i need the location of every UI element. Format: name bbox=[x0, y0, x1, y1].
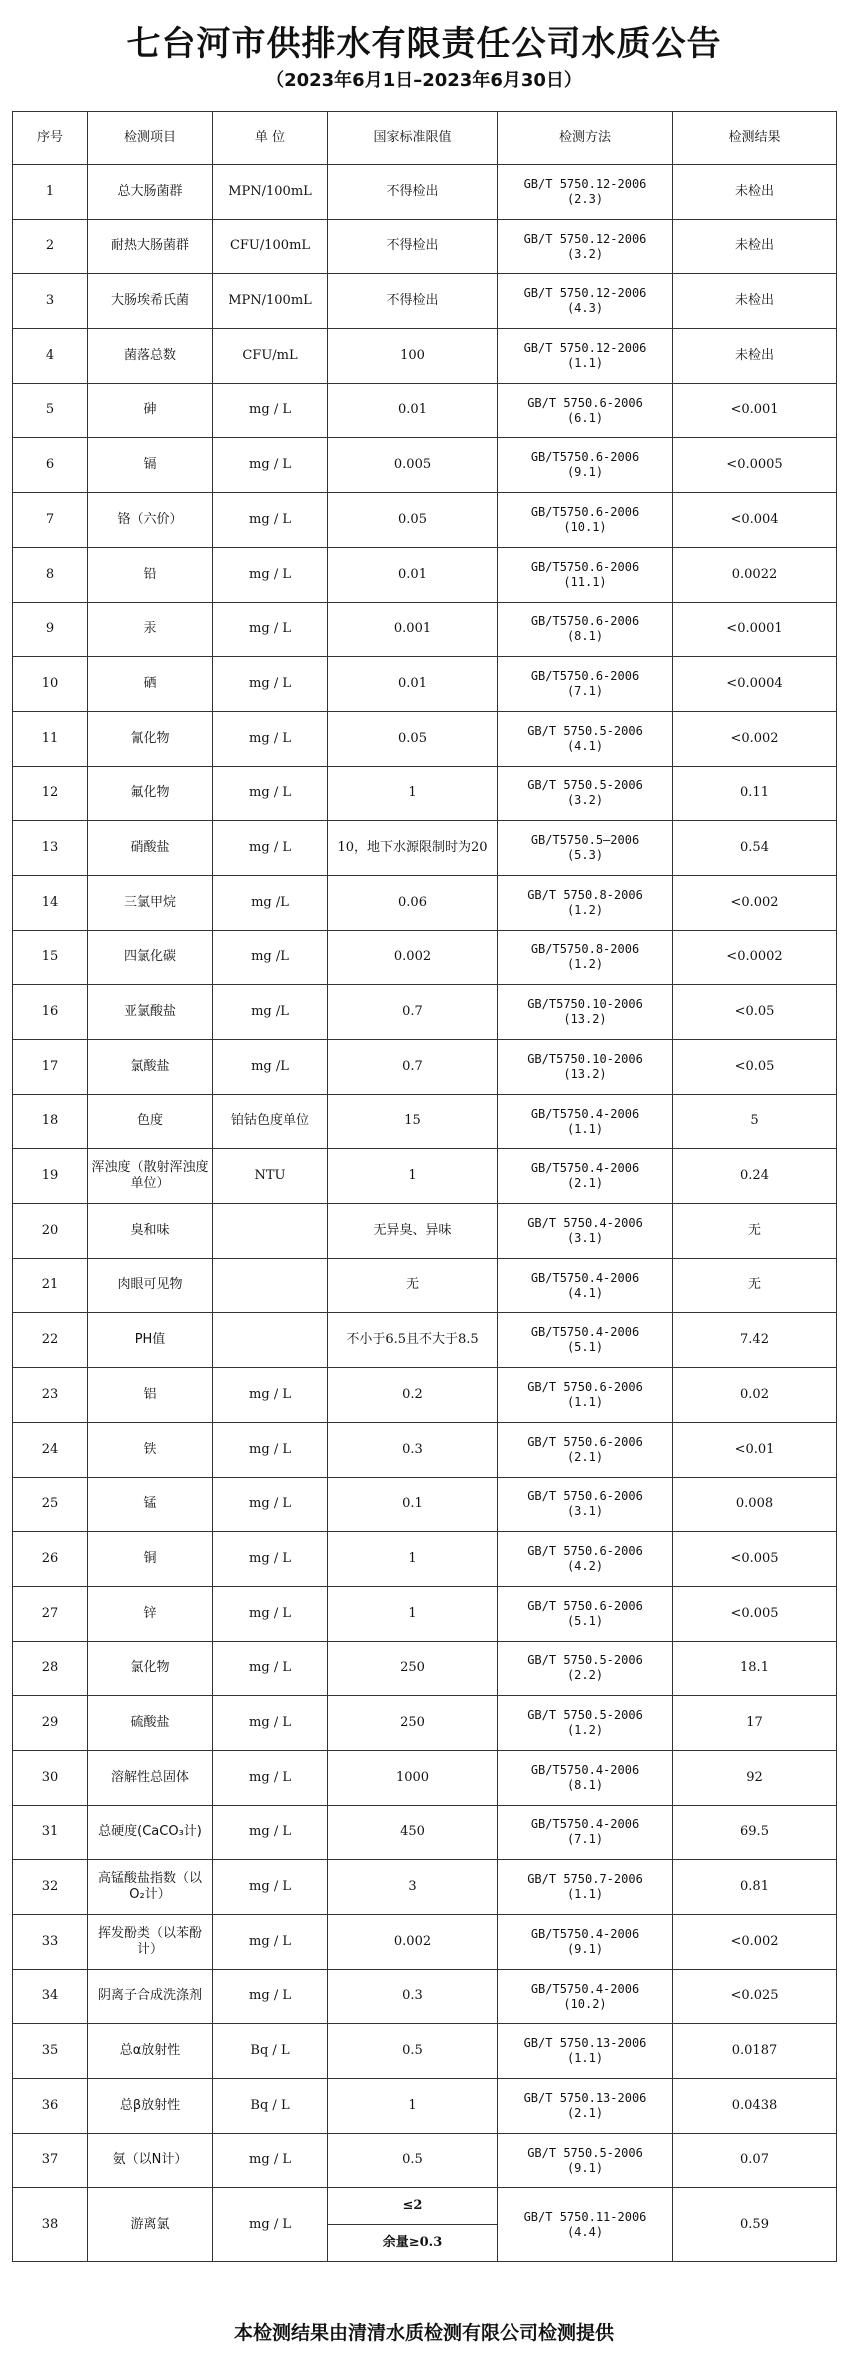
table-row bbox=[13, 1094, 837, 1149]
water-quality-table bbox=[12, 111, 837, 2262]
table-row bbox=[13, 2133, 837, 2188]
cell-item: PH值 bbox=[88, 1313, 213, 1368]
cell-item: 阴离子合成洗涤剂 bbox=[88, 1969, 213, 2024]
cell-method: GB/T 5750.6-2006 (5.1) bbox=[498, 1586, 673, 1641]
cell-limit: 250 bbox=[328, 1641, 498, 1696]
cell-result: 17 bbox=[673, 1696, 837, 1751]
cell-item: 氟化物 bbox=[88, 766, 213, 821]
cell-result: 7.42 bbox=[673, 1313, 837, 1368]
cell-unit: mg / L bbox=[213, 711, 328, 766]
cell-method: GB/T5750.6-2006 (7.1) bbox=[498, 657, 673, 712]
cell-unit: Bq / L bbox=[213, 2024, 328, 2079]
cell-result: <0.004 bbox=[673, 493, 837, 548]
cell-no: 2 bbox=[13, 219, 88, 274]
cell-unit: CFU/mL bbox=[213, 329, 328, 384]
cell-limit: 0.01 bbox=[328, 383, 498, 438]
table-body bbox=[13, 165, 837, 2262]
table-row bbox=[13, 1532, 837, 1587]
cell-limit: 不得检出 bbox=[328, 165, 498, 220]
cell-item: 铜 bbox=[88, 1532, 213, 1587]
cell-no: 5 bbox=[13, 383, 88, 438]
table-row bbox=[13, 1040, 837, 1095]
cell-limit: 0.002 bbox=[328, 930, 498, 985]
cell-method: GB/T5750.8-2006 (1.2) bbox=[498, 930, 673, 985]
cell-limit: 不得检出 bbox=[328, 274, 498, 329]
cell-no: 16 bbox=[13, 985, 88, 1040]
cell-no: 38 bbox=[13, 2188, 88, 2262]
cell-limit: 15 bbox=[328, 1094, 498, 1149]
cell-result: 5 bbox=[673, 1094, 837, 1149]
cell-item: 氨（以N计） bbox=[88, 2133, 213, 2188]
footer-note: 本检测结果由清清水质检测有限公司检测提供 bbox=[233, 2322, 614, 2344]
cell-result: 无 bbox=[673, 1204, 837, 1259]
cell-item: 汞 bbox=[88, 602, 213, 657]
cell-unit: mg / L bbox=[213, 1969, 328, 2024]
cell-result: 未检出 bbox=[673, 329, 837, 384]
table-row bbox=[13, 602, 837, 657]
cell-result: <0.005 bbox=[673, 1532, 837, 1587]
cell-unit bbox=[213, 1258, 328, 1313]
cell-item: 总β放射性 bbox=[88, 2079, 213, 2134]
cell-limit: 0.3 bbox=[328, 1969, 498, 2024]
cell-method: GB/T5750.6-2006 (9.1) bbox=[498, 438, 673, 493]
cell-item: 锰 bbox=[88, 1477, 213, 1532]
table-row bbox=[13, 1915, 837, 1970]
cell-no: 36 bbox=[13, 2079, 88, 2134]
cell-method: GB/T 5750.5-2006 (9.1) bbox=[498, 2133, 673, 2188]
cell-limit: 0.5 bbox=[328, 2133, 498, 2188]
cell-unit: mg / L bbox=[213, 493, 328, 548]
cell-method: GB/T 5750.6-2006 (4.2) bbox=[498, 1532, 673, 1587]
cell-result: <0.001 bbox=[673, 383, 837, 438]
cell-limit: 0.5 bbox=[328, 2024, 498, 2079]
cell-unit: mg / L bbox=[213, 2188, 328, 2262]
cell-limit: 0.01 bbox=[328, 547, 498, 602]
cell-no: 13 bbox=[13, 821, 88, 876]
cell-item: 硝酸盐 bbox=[88, 821, 213, 876]
cell-result: <0.0001 bbox=[673, 602, 837, 657]
cell-no: 19 bbox=[13, 1149, 88, 1204]
cell-limit: 0.01 bbox=[328, 657, 498, 712]
cell-limit: 1 bbox=[328, 766, 498, 821]
table-row bbox=[13, 2024, 837, 2079]
cell-item: 四氯化碳 bbox=[88, 930, 213, 985]
cell-unit: mg / L bbox=[213, 438, 328, 493]
cell-result: 0.24 bbox=[673, 1149, 837, 1204]
cell-item: 大肠埃希氏菌 bbox=[88, 274, 213, 329]
table-row bbox=[13, 438, 837, 493]
cell-no: 37 bbox=[13, 2133, 88, 2188]
cell-limit: 0.1 bbox=[328, 1477, 498, 1532]
cell-method: GB/T 5750.12-2006 (2.3) bbox=[498, 165, 673, 220]
header-item: 检测项目 bbox=[88, 112, 213, 165]
cell-item: 溶解性总固体 bbox=[88, 1750, 213, 1805]
page-title: 七台河市供排水有限责任公司水质公告 bbox=[126, 24, 722, 64]
cell-item: 铝 bbox=[88, 1368, 213, 1423]
cell-no: 10 bbox=[13, 657, 88, 712]
cell-no: 7 bbox=[13, 493, 88, 548]
cell-no: 28 bbox=[13, 1641, 88, 1696]
cell-no: 26 bbox=[13, 1532, 88, 1587]
cell-item: 浑浊度（散射浑浊度单位） bbox=[88, 1149, 213, 1204]
cell-method: GB/T5750.6-2006 (11.1) bbox=[498, 547, 673, 602]
cell-item: 亚氯酸盐 bbox=[88, 985, 213, 1040]
cell-item: 三氯甲烷 bbox=[88, 875, 213, 930]
cell-unit bbox=[213, 1313, 328, 1368]
cell-result: 0.54 bbox=[673, 821, 837, 876]
cell-limit: 10，地下水源限制时为20 bbox=[328, 821, 498, 876]
cell-result: 0.59 bbox=[673, 2188, 837, 2262]
cell-limit: 1000 bbox=[328, 1750, 498, 1805]
cell-method: GB/T 5750.8-2006 (1.2) bbox=[498, 875, 673, 930]
cell-unit: mg / L bbox=[213, 1368, 328, 1423]
cell-method: GB/T 5750.6-2006 (3.1) bbox=[498, 1477, 673, 1532]
table-row bbox=[13, 1313, 837, 1368]
cell-no: 15 bbox=[13, 930, 88, 985]
cell-no: 3 bbox=[13, 274, 88, 329]
cell-method: GB/T5750.4-2006 (9.1) bbox=[498, 1915, 673, 1970]
cell-unit: mg / L bbox=[213, 821, 328, 876]
cell-item: 铅 bbox=[88, 547, 213, 602]
table-row bbox=[13, 711, 837, 766]
cell-limit: 0.7 bbox=[328, 985, 498, 1040]
cell-item: 总α放射性 bbox=[88, 2024, 213, 2079]
table-row bbox=[13, 274, 837, 329]
table-row bbox=[13, 2079, 837, 2134]
cell-item: 肉眼可见物 bbox=[88, 1258, 213, 1313]
cell-no: 21 bbox=[13, 1258, 88, 1313]
cell-no: 30 bbox=[13, 1750, 88, 1805]
cell-method: GB/T5750.10-2006 (13.2) bbox=[498, 1040, 673, 1095]
cell-method: GB/T5750.4-2006 (7.1) bbox=[498, 1805, 673, 1860]
table-row bbox=[13, 219, 837, 274]
cell-item: 硒 bbox=[88, 657, 213, 712]
cell-result: 0.0187 bbox=[673, 2024, 837, 2079]
cell-method: GB/T 5750.13-2006 (2.1) bbox=[498, 2079, 673, 2134]
cell-method: GB/T5750.5—2006 (5.3) bbox=[498, 821, 673, 876]
cell-limit: 3 bbox=[328, 1860, 498, 1915]
cell-no: 22 bbox=[13, 1313, 88, 1368]
cell-unit: mg / L bbox=[213, 766, 328, 821]
table-row bbox=[13, 493, 837, 548]
cell-item: 锌 bbox=[88, 1586, 213, 1641]
cell-no: 12 bbox=[13, 766, 88, 821]
cell-no: 27 bbox=[13, 1586, 88, 1641]
cell-unit: mg / L bbox=[213, 547, 328, 602]
cell-no: 17 bbox=[13, 1040, 88, 1095]
cell-no: 32 bbox=[13, 1860, 88, 1915]
cell-item: 氯化物 bbox=[88, 1641, 213, 1696]
cell-unit: mg /L bbox=[213, 875, 328, 930]
table-row bbox=[13, 766, 837, 821]
cell-item: 臭和味 bbox=[88, 1204, 213, 1259]
cell-unit: mg / L bbox=[213, 2133, 328, 2188]
cell-limit: 1 bbox=[328, 1532, 498, 1587]
cell-result: 0.11 bbox=[673, 766, 837, 821]
cell-limit: 无异臭、异味 bbox=[328, 1204, 498, 1259]
cell-item: 耐热大肠菌群 bbox=[88, 219, 213, 274]
cell-no: 23 bbox=[13, 1368, 88, 1423]
cell-result: <0.05 bbox=[673, 1040, 837, 1095]
cell-result: 92 bbox=[673, 1750, 837, 1805]
cell-result: 69.5 bbox=[673, 1805, 837, 1860]
cell-result: 无 bbox=[673, 1258, 837, 1313]
cell-item: 镉 bbox=[88, 438, 213, 493]
cell-result: 0.07 bbox=[673, 2133, 837, 2188]
table-row bbox=[13, 1805, 837, 1860]
cell-limit-bottom: 余量≥0.3 bbox=[328, 2225, 498, 2262]
cell-result: 0.02 bbox=[673, 1368, 837, 1423]
cell-unit: mg /L bbox=[213, 985, 328, 1040]
header-no: 序号 bbox=[13, 112, 88, 165]
cell-result: 0.81 bbox=[673, 1860, 837, 1915]
table-row bbox=[13, 875, 837, 930]
cell-method: GB/T5750.4-2006 (4.1) bbox=[498, 1258, 673, 1313]
cell-item: 铁 bbox=[88, 1422, 213, 1477]
table-row bbox=[13, 1860, 837, 1915]
cell-method: GB/T 5750.12-2006 (3.2) bbox=[498, 219, 673, 274]
cell-no: 24 bbox=[13, 1422, 88, 1477]
table-row bbox=[13, 165, 837, 220]
cell-result: 未检出 bbox=[673, 274, 837, 329]
cell-method: GB/T 5750.11-2006 (4.4) bbox=[498, 2188, 673, 2262]
cell-unit: Bq / L bbox=[213, 2079, 328, 2134]
cell-method: GB/T5750.10-2006 (13.2) bbox=[498, 985, 673, 1040]
cell-limit: 0.2 bbox=[328, 1368, 498, 1423]
cell-limit: 不得检出 bbox=[328, 219, 498, 274]
cell-result: <0.0004 bbox=[673, 657, 837, 712]
cell-unit: mg / L bbox=[213, 1696, 328, 1751]
cell-limit: 0.3 bbox=[328, 1422, 498, 1477]
cell-limit: 450 bbox=[328, 1805, 498, 1860]
cell-unit: mg / L bbox=[213, 1750, 328, 1805]
cell-no: 29 bbox=[13, 1696, 88, 1751]
table-row bbox=[13, 547, 837, 602]
cell-no: 35 bbox=[13, 2024, 88, 2079]
cell-limit: 1 bbox=[328, 1149, 498, 1204]
cell-method: GB/T5750.4-2006 (1.1) bbox=[498, 1094, 673, 1149]
cell-limit: 0.001 bbox=[328, 602, 498, 657]
cell-method: GB/T5750.4-2006 (5.1) bbox=[498, 1313, 673, 1368]
cell-unit: mg /L bbox=[213, 930, 328, 985]
cell-method: GB/T 5750.12-2006 (1.1) bbox=[498, 329, 673, 384]
table-row bbox=[13, 1586, 837, 1641]
cell-method: GB/T 5750.6-2006 (1.1) bbox=[498, 1368, 673, 1423]
cell-method: GB/T5750.4-2006 (8.1) bbox=[498, 1750, 673, 1805]
table-header-row bbox=[13, 112, 837, 165]
cell-result: <0.0002 bbox=[673, 930, 837, 985]
cell-no: 25 bbox=[13, 1477, 88, 1532]
cell-method: GB/T5750.4-2006 (2.1) bbox=[498, 1149, 673, 1204]
cell-method: GB/T5750.4-2006 (10.2) bbox=[498, 1969, 673, 2024]
cell-limit: 0.002 bbox=[328, 1915, 498, 1970]
table-row bbox=[13, 821, 837, 876]
cell-result: <0.005 bbox=[673, 1586, 837, 1641]
cell-method: GB/T 5750.6-2006 (2.1) bbox=[498, 1422, 673, 1477]
cell-no: 34 bbox=[13, 1969, 88, 2024]
cell-item: 挥发酚类（以苯酚计） bbox=[88, 1915, 213, 1970]
cell-result: <0.002 bbox=[673, 1915, 837, 1970]
cell-no: 31 bbox=[13, 1805, 88, 1860]
table-row bbox=[13, 1750, 837, 1805]
header-limit: 国家标准限值 bbox=[328, 112, 498, 165]
cell-limit: 1 bbox=[328, 1586, 498, 1641]
cell-result: <0.002 bbox=[673, 711, 837, 766]
cell-item: 总大肠菌群 bbox=[88, 165, 213, 220]
cell-result: 未检出 bbox=[673, 165, 837, 220]
cell-limit: 无 bbox=[328, 1258, 498, 1313]
table-row bbox=[13, 1258, 837, 1313]
cell-unit: mg / L bbox=[213, 602, 328, 657]
cell-result: <0.002 bbox=[673, 875, 837, 930]
cell-method: GB/T 5750.7-2006 (1.1) bbox=[498, 1860, 673, 1915]
cell-item: 砷 bbox=[88, 383, 213, 438]
cell-unit: 铂钴色度单位 bbox=[213, 1094, 328, 1149]
cell-no: 1 bbox=[13, 165, 88, 220]
cell-unit: MPN/100mL bbox=[213, 274, 328, 329]
header-method: 检测方法 bbox=[498, 112, 673, 165]
cell-limit: 0.05 bbox=[328, 711, 498, 766]
cell-no: 4 bbox=[13, 329, 88, 384]
table-row bbox=[13, 1641, 837, 1696]
page-subtitle: （2023年6月1日–2023年6月30日） bbox=[266, 70, 582, 91]
cell-result: <0.0005 bbox=[673, 438, 837, 493]
cell-result: 0.0438 bbox=[673, 2079, 837, 2134]
cell-item: 菌落总数 bbox=[88, 329, 213, 384]
cell-unit: mg / L bbox=[213, 1422, 328, 1477]
cell-no: 18 bbox=[13, 1094, 88, 1149]
table-row bbox=[13, 930, 837, 985]
cell-unit bbox=[213, 1204, 328, 1259]
header-unit: 单 位 bbox=[213, 112, 328, 165]
cell-unit: mg / L bbox=[213, 1915, 328, 1970]
cell-result: <0.01 bbox=[673, 1422, 837, 1477]
header-result: 检测结果 bbox=[673, 112, 837, 165]
cell-limit: 0.005 bbox=[328, 438, 498, 493]
cell-item: 总硬度(CaCO₃计) bbox=[88, 1805, 213, 1860]
cell-unit: CFU/100mL bbox=[213, 219, 328, 274]
cell-no: 20 bbox=[13, 1204, 88, 1259]
cell-no: 9 bbox=[13, 602, 88, 657]
cell-unit: mg /L bbox=[213, 1040, 328, 1095]
table-row-last-top bbox=[13, 2188, 837, 2225]
table-row bbox=[13, 1696, 837, 1751]
table-row bbox=[13, 383, 837, 438]
cell-no: 6 bbox=[13, 438, 88, 493]
cell-limit-top: ≤2 bbox=[328, 2188, 498, 2225]
table-row bbox=[13, 1149, 837, 1204]
cell-unit: mg / L bbox=[213, 657, 328, 712]
table-row bbox=[13, 329, 837, 384]
cell-no: 33 bbox=[13, 1915, 88, 1970]
cell-result: <0.05 bbox=[673, 985, 837, 1040]
table-row bbox=[13, 985, 837, 1040]
cell-no: 11 bbox=[13, 711, 88, 766]
cell-method: GB/T5750.6-2006 (8.1) bbox=[498, 602, 673, 657]
cell-method: GB/T 5750.4-2006 (3.1) bbox=[498, 1204, 673, 1259]
cell-unit: MPN/100mL bbox=[213, 165, 328, 220]
cell-method: GB/T 5750.5-2006 (1.2) bbox=[498, 1696, 673, 1751]
cell-limit: 1 bbox=[328, 2079, 498, 2134]
cell-limit: 250 bbox=[328, 1696, 498, 1751]
cell-limit: 0.06 bbox=[328, 875, 498, 930]
cell-item: 高锰酸盐指数（以O₂计） bbox=[88, 1860, 213, 1915]
cell-no: 14 bbox=[13, 875, 88, 930]
cell-item: 色度 bbox=[88, 1094, 213, 1149]
table-row bbox=[13, 1969, 837, 2024]
cell-unit: mg / L bbox=[213, 1532, 328, 1587]
cell-method: GB/T 5750.5-2006 (4.1) bbox=[498, 711, 673, 766]
cell-item: 氰化物 bbox=[88, 711, 213, 766]
cell-unit: mg / L bbox=[213, 1860, 328, 1915]
cell-method: GB/T5750.6-2006 (10.1) bbox=[498, 493, 673, 548]
cell-result: 0.008 bbox=[673, 1477, 837, 1532]
cell-unit: NTU bbox=[213, 1149, 328, 1204]
cell-method: GB/T 5750.12-2006 (4.3) bbox=[498, 274, 673, 329]
cell-item: 氯酸盐 bbox=[88, 1040, 213, 1095]
cell-result: <0.025 bbox=[673, 1969, 837, 2024]
table-row bbox=[13, 1368, 837, 1423]
cell-unit: mg / L bbox=[213, 383, 328, 438]
cell-result: 0.0022 bbox=[673, 547, 837, 602]
cell-no: 8 bbox=[13, 547, 88, 602]
table-row bbox=[13, 1204, 837, 1259]
cell-item: 游离氯 bbox=[88, 2188, 213, 2262]
cell-item: 硫酸盐 bbox=[88, 1696, 213, 1751]
cell-unit: mg / L bbox=[213, 1805, 328, 1860]
cell-result: 未检出 bbox=[673, 219, 837, 274]
cell-method: GB/T 5750.13-2006 (1.1) bbox=[498, 2024, 673, 2079]
cell-limit: 100 bbox=[328, 329, 498, 384]
cell-limit: 不小于6.5且不大于8.5 bbox=[328, 1313, 498, 1368]
cell-unit: mg / L bbox=[213, 1586, 328, 1641]
cell-method: GB/T 5750.5-2006 (2.2) bbox=[498, 1641, 673, 1696]
cell-unit: mg / L bbox=[213, 1641, 328, 1696]
table-row bbox=[13, 1422, 837, 1477]
cell-limit: 0.7 bbox=[328, 1040, 498, 1095]
table-row bbox=[13, 1477, 837, 1532]
cell-result: 18.1 bbox=[673, 1641, 837, 1696]
cell-method: GB/T 5750.6-2006 (6.1) bbox=[498, 383, 673, 438]
cell-item: 铬（六价） bbox=[88, 493, 213, 548]
cell-method: GB/T 5750.5-2006 (3.2) bbox=[498, 766, 673, 821]
cell-limit: 0.05 bbox=[328, 493, 498, 548]
table-row bbox=[13, 657, 837, 712]
cell-unit: mg / L bbox=[213, 1477, 328, 1532]
